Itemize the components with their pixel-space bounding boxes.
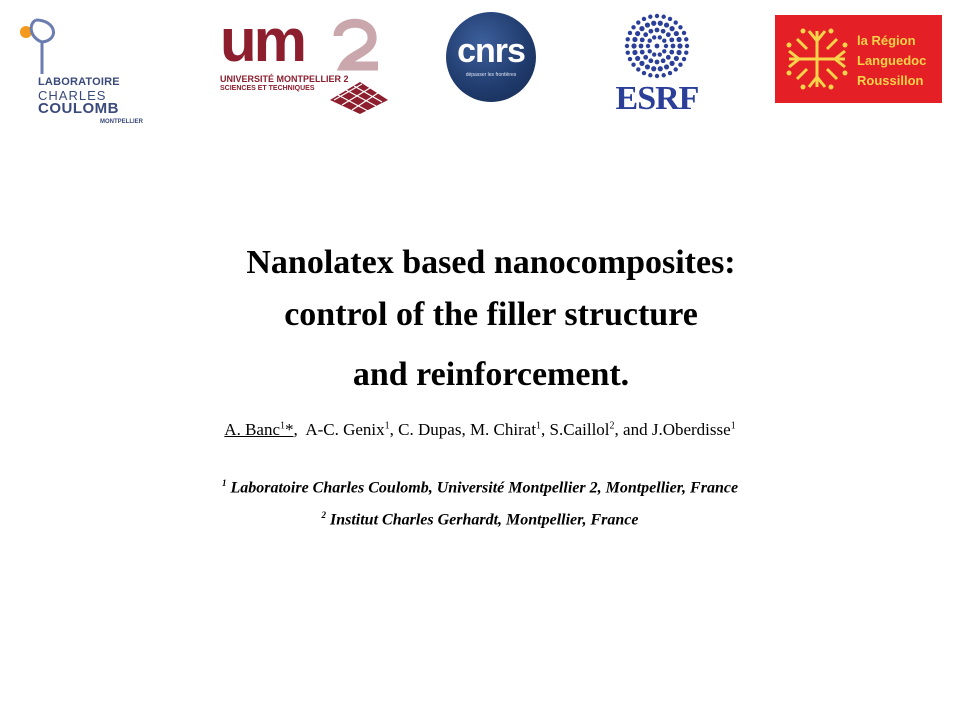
author bbox=[305, 420, 389, 439]
esrf-dot bbox=[648, 29, 653, 34]
esrf-dot bbox=[674, 31, 679, 36]
author-presenter bbox=[224, 420, 293, 439]
esrf-dot bbox=[669, 37, 674, 42]
esrf-dot bbox=[664, 64, 669, 69]
author-name: S.Caillol bbox=[549, 420, 610, 439]
esrf-dot bbox=[626, 37, 630, 41]
author-sup: 1 bbox=[730, 420, 736, 432]
affiliation-1 bbox=[0, 478, 960, 497]
esrf-dot bbox=[674, 20, 678, 24]
esrf-dot bbox=[684, 37, 688, 41]
esrf-dot bbox=[652, 52, 656, 56]
esrf-dot bbox=[643, 55, 648, 60]
esrf-dot bbox=[669, 26, 674, 31]
esrf-dot bbox=[661, 58, 666, 63]
esrf-dot bbox=[655, 14, 659, 18]
um2-line2: SCIENCES ET TECHNIQUES bbox=[220, 85, 315, 92]
esrf-dot bbox=[631, 63, 635, 67]
esrf-dot bbox=[682, 31, 686, 35]
esrf-dot bbox=[662, 39, 666, 43]
um2-emblem-icon bbox=[320, 14, 390, 114]
author-name: A. Banc bbox=[224, 420, 281, 439]
esrf-dot bbox=[635, 31, 640, 36]
esrf-dot bbox=[669, 61, 674, 66]
esrf-dot bbox=[639, 26, 644, 31]
esrf-dot bbox=[648, 15, 652, 19]
esrf-dots-icon bbox=[614, 12, 700, 82]
esrf-dot bbox=[655, 28, 660, 33]
esrf-dot bbox=[639, 61, 644, 66]
lcc-line4: MONTPELLIER bbox=[100, 119, 143, 125]
esrf-dot bbox=[626, 50, 630, 54]
esrf-dot bbox=[658, 21, 663, 26]
author-sup: 1 bbox=[384, 420, 390, 432]
affiliation-text: Institut Charles Gerhardt, Montpellier, France bbox=[329, 511, 639, 529]
esrf-dot bbox=[682, 57, 686, 61]
esrf-dot bbox=[648, 73, 652, 77]
esrf-dot bbox=[664, 22, 669, 27]
esrf-mark: ESRF bbox=[615, 80, 699, 117]
esrf-logo bbox=[614, 12, 700, 116]
esrf-dot bbox=[632, 37, 637, 42]
esrf-dot bbox=[668, 17, 672, 21]
esrf-dot bbox=[684, 50, 688, 54]
um2-mark: um bbox=[220, 7, 304, 74]
cnrs-tagline: dépasser les frontières bbox=[465, 72, 517, 78]
esrf-dot bbox=[685, 44, 689, 48]
esrf-dot bbox=[640, 37, 645, 42]
esrf-dot bbox=[628, 31, 632, 35]
esrf-dot bbox=[631, 43, 636, 48]
esrf-dot bbox=[652, 35, 656, 39]
esrf-dot bbox=[648, 39, 652, 43]
esrf-dot bbox=[664, 44, 668, 48]
cnrs-mark: cnrs bbox=[457, 32, 525, 70]
esrf-dot bbox=[661, 29, 666, 34]
esrf-dot bbox=[632, 50, 637, 55]
esrf-dot bbox=[668, 71, 672, 75]
affiliation-2 bbox=[0, 510, 960, 529]
lcc-line3: COULOMB bbox=[38, 100, 119, 117]
author-name: A-C. Genix bbox=[305, 420, 385, 439]
esrf-dot bbox=[636, 20, 640, 24]
esrf-dot bbox=[645, 64, 650, 69]
esrf-dot bbox=[677, 43, 682, 48]
title-line1: Nanolatex based nanocomposites: bbox=[246, 244, 736, 281]
author bbox=[398, 420, 461, 439]
esrf-dot bbox=[642, 17, 646, 21]
esrf-dot bbox=[646, 44, 650, 48]
esrf-dot bbox=[674, 67, 678, 71]
esrf-dot bbox=[636, 67, 640, 71]
esrf-dot bbox=[678, 63, 682, 67]
cnrs-logo bbox=[446, 12, 536, 102]
lcc-line1: LABORATOIRE bbox=[38, 76, 120, 88]
region-languedoc-roussillon-logo bbox=[775, 15, 942, 103]
author-name: C. Dupas bbox=[398, 420, 462, 439]
esrf-dot bbox=[662, 49, 666, 53]
author-sup: 1 bbox=[280, 420, 286, 432]
esrf-dot bbox=[661, 15, 665, 19]
esrf-dot bbox=[639, 44, 644, 49]
region-line1: la Région bbox=[857, 33, 916, 48]
title-line3: and reinforcement. bbox=[352, 356, 630, 393]
esrf-dot bbox=[655, 60, 660, 65]
esrf-dot bbox=[666, 32, 671, 37]
esrf-dot bbox=[669, 50, 674, 55]
author-list: A. Banc$^1$*, A-C. Genix$^1$, C. Dupas, M. Chirat$^1$, S.Caillol$^2$, and J.Oberdisse$^1$ bbox=[224, 420, 736, 439]
author-suffix: * bbox=[285, 420, 294, 439]
esrf-dot bbox=[655, 74, 659, 78]
esrf-dot bbox=[648, 58, 653, 63]
esrf-dot bbox=[658, 66, 663, 71]
author bbox=[470, 420, 541, 439]
esrf-dot bbox=[676, 50, 681, 55]
esrf-dot bbox=[678, 25, 682, 29]
author-name: J.Oberdisse bbox=[651, 420, 731, 439]
region-line2: Languedoc bbox=[857, 53, 927, 68]
um2-logo bbox=[220, 7, 390, 114]
esrf-dot bbox=[658, 52, 662, 56]
affiliation-sup: 1 bbox=[221, 478, 227, 488]
esrf-dot bbox=[671, 44, 676, 49]
esrf-dot bbox=[666, 55, 671, 60]
esrf-dot bbox=[651, 66, 656, 71]
esrf-dot bbox=[674, 56, 679, 61]
esrf-dot bbox=[676, 37, 681, 42]
author bbox=[652, 420, 736, 439]
lcc-emblem-icon bbox=[16, 14, 66, 76]
esrf-dot bbox=[645, 22, 650, 27]
esrf-dot bbox=[635, 56, 640, 61]
esrf-dot bbox=[661, 73, 665, 77]
title-line2: control of the filler structure bbox=[284, 296, 698, 333]
esrf-dot bbox=[658, 35, 662, 39]
occitan-cross-icon bbox=[781, 23, 853, 95]
esrf-dot bbox=[628, 57, 632, 61]
laboratoire-charles-coulomb-logo bbox=[12, 14, 152, 125]
um2-line1: UNIVERSITÉ MONTPELLIER 2 bbox=[220, 74, 349, 84]
region-line3: Roussillon bbox=[857, 73, 924, 88]
affiliation-sup: 2 bbox=[321, 510, 326, 520]
esrf-dot bbox=[648, 49, 652, 53]
lcc-line2: CHARLES bbox=[38, 88, 107, 103]
esrf-dot bbox=[651, 21, 656, 26]
esrf-dot bbox=[625, 44, 629, 48]
esrf-dot bbox=[642, 71, 646, 75]
author-sup: 1 bbox=[536, 420, 542, 432]
esrf-dot bbox=[640, 50, 645, 55]
author bbox=[550, 420, 615, 439]
author-sup: 2 bbox=[609, 420, 615, 432]
esrf-dot bbox=[631, 25, 635, 29]
author-name: M. Chirat bbox=[469, 420, 537, 439]
affiliation-text: Laboratoire Charles Coulomb, Université Montpellier 2, Montpellier, France bbox=[230, 479, 739, 497]
esrf-dot bbox=[643, 32, 648, 37]
